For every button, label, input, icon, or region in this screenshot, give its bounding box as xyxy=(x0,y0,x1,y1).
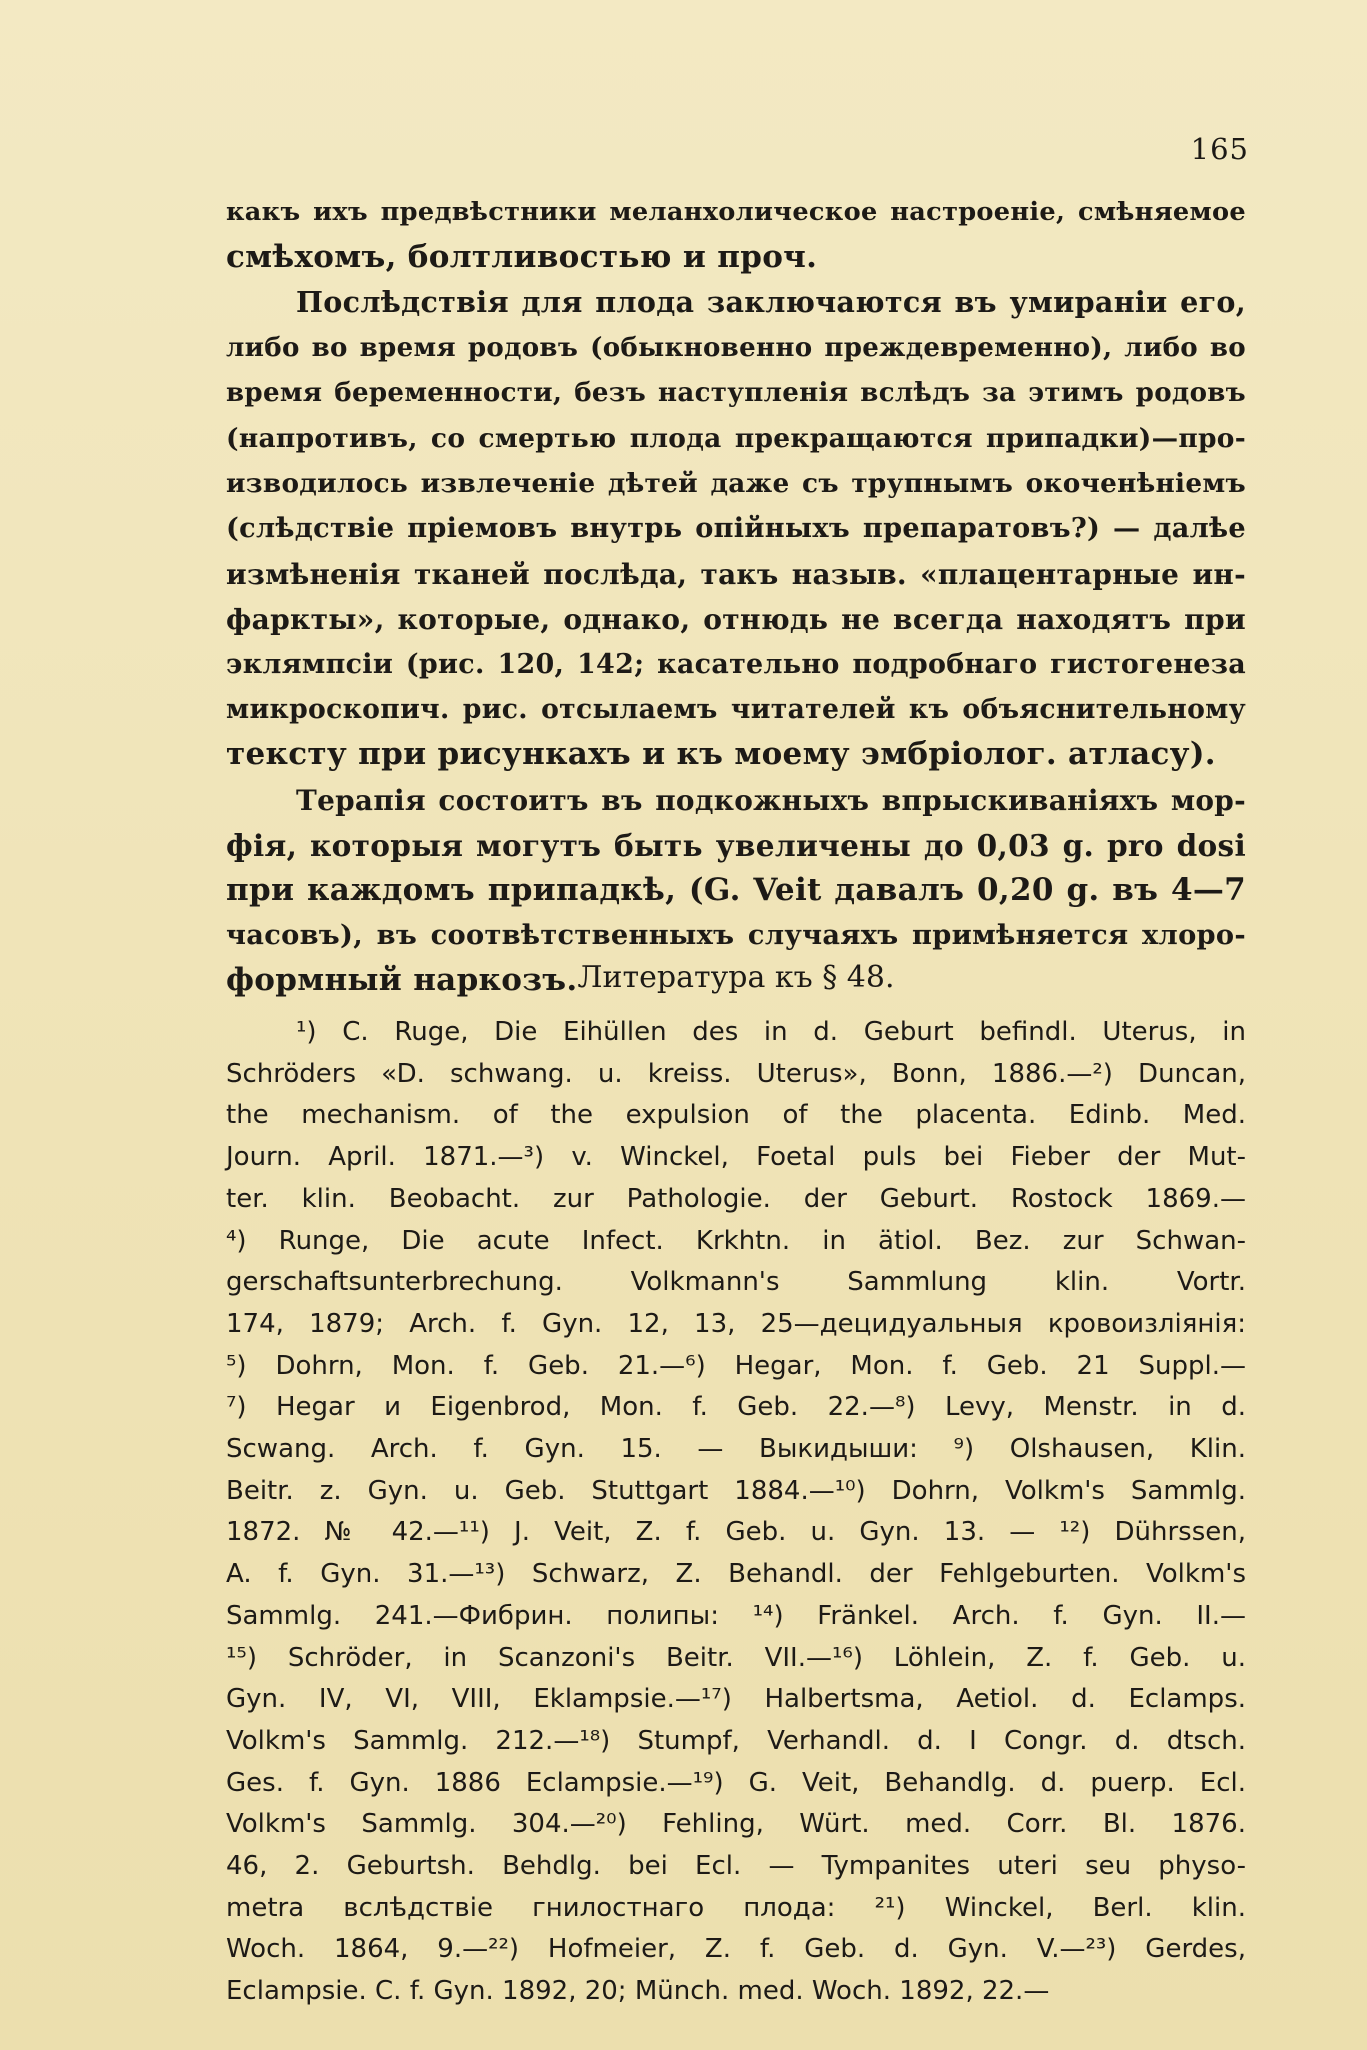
note-line: metra вслѣдствіе гнилостнаго плода: ²¹) Winckel, Berl. klin. xyxy=(226,1892,1246,1923)
note-line: 174, 1879; Arch. f. Gyn. 12, 13, 25—децидуальныя кровоизліянія: xyxy=(226,1308,1246,1339)
note-line: A. f. Gyn. 31.—¹³) Schwarz, Z. Behandl. der Fehlgeburten. Volkm's xyxy=(226,1559,1246,1590)
note-line: Ges. f. Gyn. 1886 Eclampsie.—¹⁹) G. Veit, Behandlg. d. puerp. Ecl. xyxy=(226,1767,1246,1798)
note-line: ⁴) Runge, Die acute Infect. Krkhtn. in ätiol. Bez. zur Schwan- xyxy=(226,1225,1246,1256)
body-line: фія, которыя могутъ быть увеличены до 0,03 g. pro dosi xyxy=(226,827,1246,863)
note-line: Schröders «D. schwang. u. kreiss. Uterus», Bonn, 1886.—²) Duncan, xyxy=(226,1058,1246,1089)
body-line: Терапія состоитъ въ подкожныхъ впрыскиваніяхъ мор- xyxy=(296,783,1246,817)
note-line: Scwang. Arch. f. Gyn. 15. — Выкидыши: ⁹) Olshausen, Klin. xyxy=(226,1434,1246,1465)
page-number: 165 xyxy=(1190,132,1249,166)
note-line: Journ. April. 1871.—³) v. Winckel, Foetal puls bei Fieber der Mut- xyxy=(226,1142,1246,1173)
note-line: Volkm's Sammlg. 212.—¹⁸) Stumpf, Verhandl. d. I Congr. d. dtsch. xyxy=(226,1725,1246,1756)
body-line: (напротивъ, со смертью плода прекращаются припадки)—про- xyxy=(226,423,1246,455)
note-line: Woch. 1864, 9.—²²) Hofmeier, Z. f. Geb. d. Gyn. V.—²³) Gerdes, xyxy=(226,1934,1246,1965)
body-line: Послѣдствія для плода заключаются въ умираніи его, xyxy=(296,285,1246,320)
note-line: ter. klin. Beobacht. zur Pathologie. der Geburt. Rostock 1869.— xyxy=(226,1183,1246,1214)
body-line: эклямпсіи (рис. 120, 142; касательно подробнаго гистогенеза xyxy=(226,649,1246,681)
note-line: Beitr. z. Gyn. u. Geb. Stuttgart 1884.—¹⁰) Dohrn, Volkm's Sammlg. xyxy=(226,1475,1246,1506)
body-line: смѣхомъ, болтливостью и проч. xyxy=(226,239,818,276)
main-text xyxy=(226,190,1246,1004)
literature-heading: Литература къ § 48. xyxy=(577,960,895,995)
body-line: фаркты», которые, однако, отнюдь не всегда находятъ при xyxy=(226,602,1246,636)
note-line: gerschaftsunterbrechung. Volkmann's Sammlung klin. Vortr. xyxy=(226,1267,1246,1298)
note-line: Eclampsie. C. f. Gyn. 1892, 20; Münch. med. Woch. 1892, 22.— xyxy=(226,1976,1050,2007)
body-line: какъ ихъ предвѣстники меланхолическое настроеніе, смѣняемое xyxy=(226,197,1246,227)
note-line: Volkm's Sammlg. 304.—²⁰) Fehling, Würt. med. Corr. Bl. 1876. xyxy=(226,1809,1246,1840)
note-line: Gyn. IV, VI, VIII, Eklampsie.—¹⁷) Halbertsma, Aetiol. d. Eclamps. xyxy=(226,1684,1246,1715)
body-line: изводилось извлеченіе дѣтей даже съ трупнымъ окоченѣніемъ xyxy=(226,468,1246,500)
body-line: измѣненія тканей послѣда, такъ назыв. «плацентарные ин- xyxy=(226,557,1246,591)
note-line: 1872. № 42.—¹¹) J. Veit, Z. f. Geb. u. Gyn. 13. — ¹²) Dührssen, xyxy=(226,1517,1246,1548)
body-line: формный наркозъ. xyxy=(226,962,578,999)
note-line: 46, 2. Geburtsh. Behdlg. bei Ecl. — Tympanites uteri seu physo- xyxy=(226,1851,1246,1882)
footnotes xyxy=(226,1012,1246,2013)
note-line: ⁷) Hegar и Eigenbrod, Mon. f. Geb. 22.—⁸) Levy, Menstr. in d. xyxy=(226,1392,1246,1423)
body-line: (слѣдствіе пріемовъ внутрь опійныхъ препаратовъ?) — далѣе xyxy=(226,513,1246,545)
body-line: тексту при рисункахъ и къ моему эмбріолог. атласу). xyxy=(226,736,1216,773)
body-line: при каждомъ припадкѣ, (G. Veit давалъ 0,20 g. въ 4—7 xyxy=(226,872,1246,909)
note-line: ¹) C. Ruge, Die Eihüllen des in d. Geburt befindl. Uterus, in xyxy=(296,1017,1246,1047)
note-line: Sammlg. 241.—Фибрин. полипы: ¹⁴) Fränkel. Arch. f. Gyn. II.— xyxy=(226,1600,1246,1631)
note-line: ¹⁵) Schröder, in Scanzoni's Beitr. VII.—¹⁶) Löhlein, Z. f. Geb. u. xyxy=(226,1642,1246,1673)
note-line: the mechanism. of the expulsion of the placenta. Edinb. Med. xyxy=(226,1100,1246,1131)
body-line: либо во время родовъ (обыкновенно преждевременно), либо во xyxy=(226,332,1246,363)
note-line: ⁵) Dohrn, Mon. f. Geb. 21.—⁶) Hegar, Mon. f. Geb. 21 Suppl.— xyxy=(226,1350,1246,1381)
body-line: часовъ), въ соотвѣтственныхъ случаяхъ примѣняется хлоро- xyxy=(226,919,1246,952)
body-line: микроскопич. рис. отсылаемъ читателей къ объяснительному xyxy=(226,694,1246,726)
body-line: время беременности, безъ наступленія вслѣдъ за этимъ родовъ xyxy=(226,377,1246,408)
